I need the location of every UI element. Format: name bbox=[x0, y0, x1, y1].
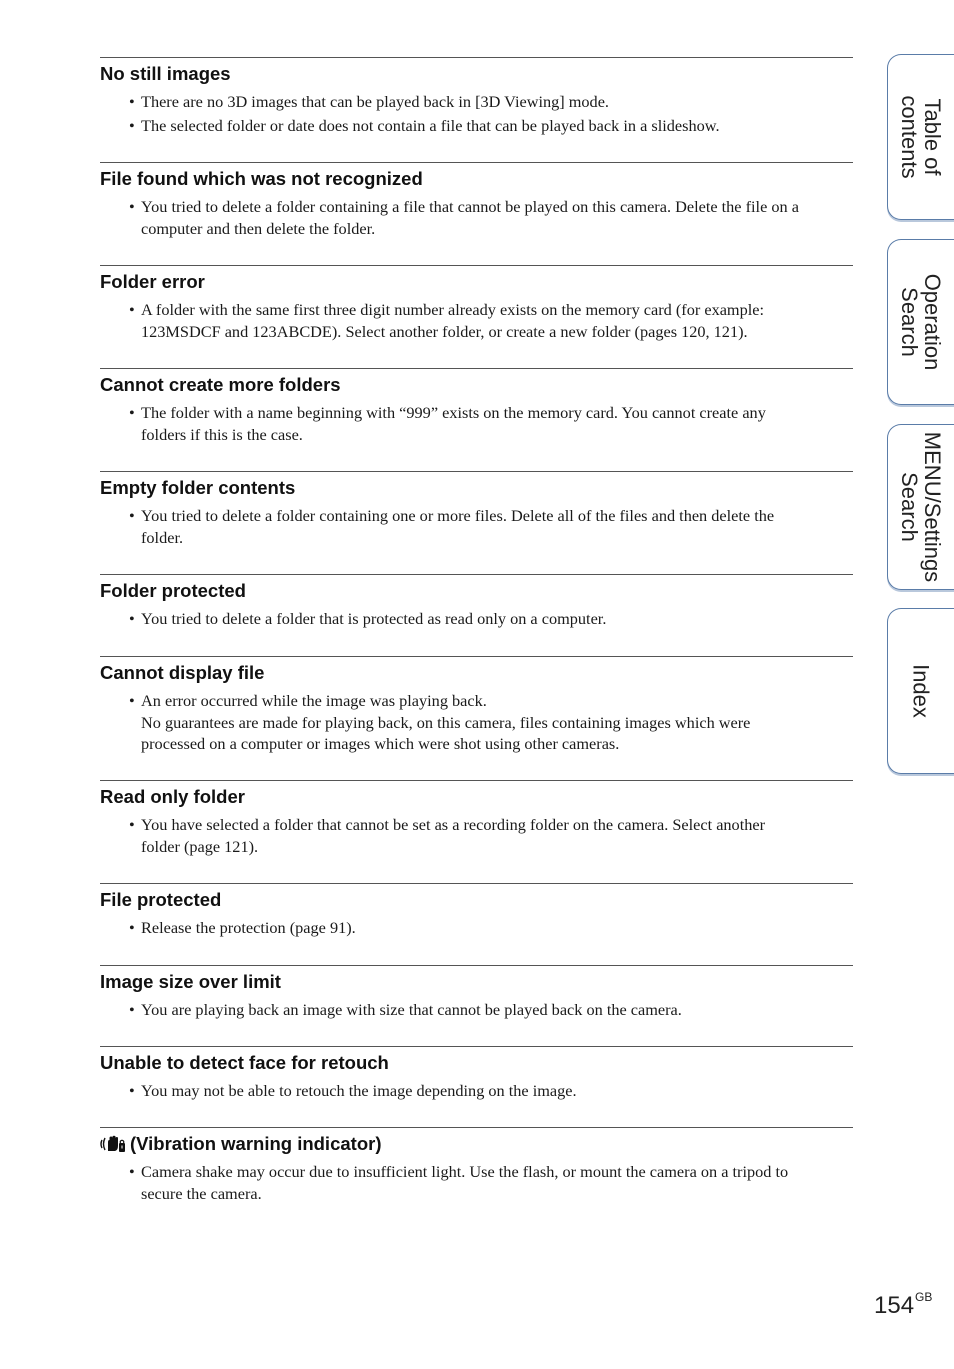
section-title: Empty folder contents bbox=[100, 477, 296, 498]
message-section bbox=[100, 656, 853, 757]
bullet-text: There are no 3D images that can be played back in [3D Viewing] mode. bbox=[141, 92, 609, 111]
bullet-dot: • bbox=[129, 918, 135, 937]
section-heading bbox=[100, 972, 853, 992]
tab-index[interactable] bbox=[887, 608, 954, 774]
bullet-list bbox=[100, 299, 853, 342]
section-title: Unable to detect face for retouch bbox=[100, 1052, 389, 1073]
bullet-dot: • bbox=[129, 403, 135, 422]
bullet-text: Release the protection (page 91). bbox=[141, 918, 356, 937]
bullet-dot: • bbox=[129, 815, 135, 834]
bullet-dot: • bbox=[129, 92, 135, 111]
section-title: Cannot create more folders bbox=[100, 374, 341, 395]
section-heading bbox=[100, 169, 853, 189]
message-section bbox=[100, 780, 853, 859]
section-title: Folder protected bbox=[100, 580, 246, 601]
bullet-text: folder (page 121). bbox=[141, 836, 259, 856]
bullet-item bbox=[100, 402, 853, 445]
bullet-text: The selected folder or date does not contain a file that can be played back in a slideshow. bbox=[141, 115, 720, 135]
section-divider bbox=[100, 368, 853, 369]
bullet-text: You tried to delete a folder containing one or more files. Delete all of the files and then delete the bbox=[141, 506, 775, 525]
bullet-list bbox=[100, 196, 853, 239]
bullet-item bbox=[100, 505, 853, 548]
section-heading bbox=[100, 272, 853, 292]
bullet-text: You have selected a folder that cannot be set as a recording folder on the camera. Select another bbox=[141, 815, 766, 834]
bullet-dot: • bbox=[129, 1162, 135, 1181]
tab-label: MENU/Settings Search bbox=[897, 431, 945, 583]
bullet-text: folder. bbox=[141, 527, 184, 547]
section-divider bbox=[100, 656, 853, 657]
bullet-dot: • bbox=[129, 1081, 135, 1100]
bullet-dot: • bbox=[129, 609, 135, 628]
bullet-item bbox=[100, 814, 853, 857]
bullet-item bbox=[100, 115, 853, 137]
bullet-text: No guarantees are made for playing back, on this camera, files containing images which were bbox=[141, 712, 751, 732]
section-heading bbox=[100, 890, 853, 910]
section-title: Image size over limit bbox=[100, 971, 281, 992]
bullet-text: The folder with a name beginning with “999” exists on the memory card. You cannot create any bbox=[141, 403, 766, 422]
section-heading bbox=[100, 64, 853, 84]
section-title: File found which was not recognized bbox=[100, 168, 423, 189]
bullet-list bbox=[100, 608, 853, 630]
section-title: (Vibration warning indicator) bbox=[130, 1133, 382, 1154]
tab-menu-settings-search[interactable] bbox=[887, 424, 954, 590]
bullet-text: You are playing back an image with size that cannot be played back on the camera. bbox=[141, 1000, 682, 1019]
bullet-list bbox=[100, 402, 853, 445]
section-heading bbox=[100, 581, 853, 601]
page-number: $154^{GB}$ bbox=[874, 1290, 933, 1319]
bullet-dot: • bbox=[129, 197, 135, 216]
message-section bbox=[100, 162, 853, 241]
bullet-dot: • bbox=[129, 115, 135, 135]
message-section bbox=[100, 57, 853, 138]
bullet-item bbox=[100, 690, 853, 755]
bullet-text: processed on a computer or images which were shot using other cameras. bbox=[141, 734, 620, 753]
section-title: File protected bbox=[100, 889, 222, 910]
bullet-item bbox=[100, 196, 853, 239]
bullet-dot: • bbox=[129, 1000, 135, 1019]
bullet-item bbox=[100, 917, 853, 939]
bullet-dot: • bbox=[129, 691, 135, 710]
tab-table-of-contents[interactable] bbox=[887, 54, 954, 220]
section-title: No still images bbox=[100, 63, 231, 84]
bullet-text: An error occurred while the image was playing back. bbox=[141, 691, 487, 710]
section-divider bbox=[100, 965, 853, 966]
tab-label: Operation Search bbox=[897, 273, 945, 371]
section-heading bbox=[100, 375, 853, 395]
section-title: Read only folder bbox=[100, 786, 245, 807]
message-section bbox=[100, 471, 853, 550]
message-section bbox=[100, 1127, 853, 1206]
section-divider bbox=[100, 471, 853, 472]
section-heading bbox=[100, 478, 853, 498]
message-section bbox=[100, 368, 853, 447]
bullet-item bbox=[100, 1080, 853, 1102]
section-heading bbox=[100, 663, 853, 683]
tab-label: Index bbox=[908, 664, 934, 718]
section-divider bbox=[100, 1127, 853, 1128]
bullet-item bbox=[100, 299, 853, 342]
tab-operation-search[interactable] bbox=[887, 239, 954, 405]
bullet-text: secure the camera. bbox=[141, 1183, 262, 1203]
bullet-item bbox=[100, 608, 853, 630]
section-title: Folder error bbox=[100, 271, 205, 292]
section-heading bbox=[100, 787, 853, 807]
section-divider bbox=[100, 1046, 853, 1047]
message-section bbox=[100, 1046, 853, 1104]
bullet-item bbox=[100, 1161, 853, 1204]
bullet-list bbox=[100, 505, 853, 548]
section-title: Cannot display file bbox=[100, 662, 265, 683]
bullet-list bbox=[100, 999, 853, 1021]
bullet-text: 123MSDCF and 123ABCDE). Select another folder, or create a new folder (pages 120, 121). bbox=[141, 321, 748, 341]
bullet-item bbox=[100, 999, 853, 1021]
bullet-text: computer and then delete the folder. bbox=[141, 218, 376, 238]
bullet-text: folders if this is the case. bbox=[141, 424, 303, 444]
bullet-item bbox=[100, 91, 853, 113]
section-divider bbox=[100, 883, 853, 884]
bullet-list bbox=[100, 690, 853, 755]
section-divider bbox=[100, 57, 853, 58]
bullet-list bbox=[100, 814, 853, 857]
vibration-warning-icon bbox=[100, 1135, 126, 1153]
bullet-list bbox=[100, 91, 853, 136]
message-section bbox=[100, 883, 853, 941]
bullet-text: A folder with the same first three digit number already exists on the memory card (for example: bbox=[141, 300, 765, 319]
tab-label: Table of contents bbox=[897, 95, 945, 179]
bullet-text: You tried to delete a folder that is protected as read only on a computer. bbox=[141, 609, 607, 628]
section-divider bbox=[100, 780, 853, 781]
message-section bbox=[100, 265, 853, 344]
bullet-list bbox=[100, 1161, 853, 1204]
bullet-dot: • bbox=[129, 300, 135, 319]
section-divider bbox=[100, 265, 853, 266]
message-section bbox=[100, 965, 853, 1023]
bullet-text: You tried to delete a folder containing a file that cannot be played on this camera. Delete the file on a bbox=[141, 197, 799, 216]
bullet-dot: • bbox=[129, 506, 135, 525]
section-divider bbox=[100, 162, 853, 163]
message-section bbox=[100, 574, 853, 632]
section-divider bbox=[100, 574, 853, 575]
bullet-list bbox=[100, 917, 853, 939]
bullet-list bbox=[100, 1080, 853, 1102]
section-heading bbox=[100, 1134, 853, 1154]
bullet-text: You may not be able to retouch the image depending on the image. bbox=[141, 1081, 577, 1100]
section-heading bbox=[100, 1053, 853, 1073]
bullet-text: Camera shake may occur due to insufficient light. Use the flash, or mount the camera on a tripod to bbox=[141, 1162, 789, 1181]
